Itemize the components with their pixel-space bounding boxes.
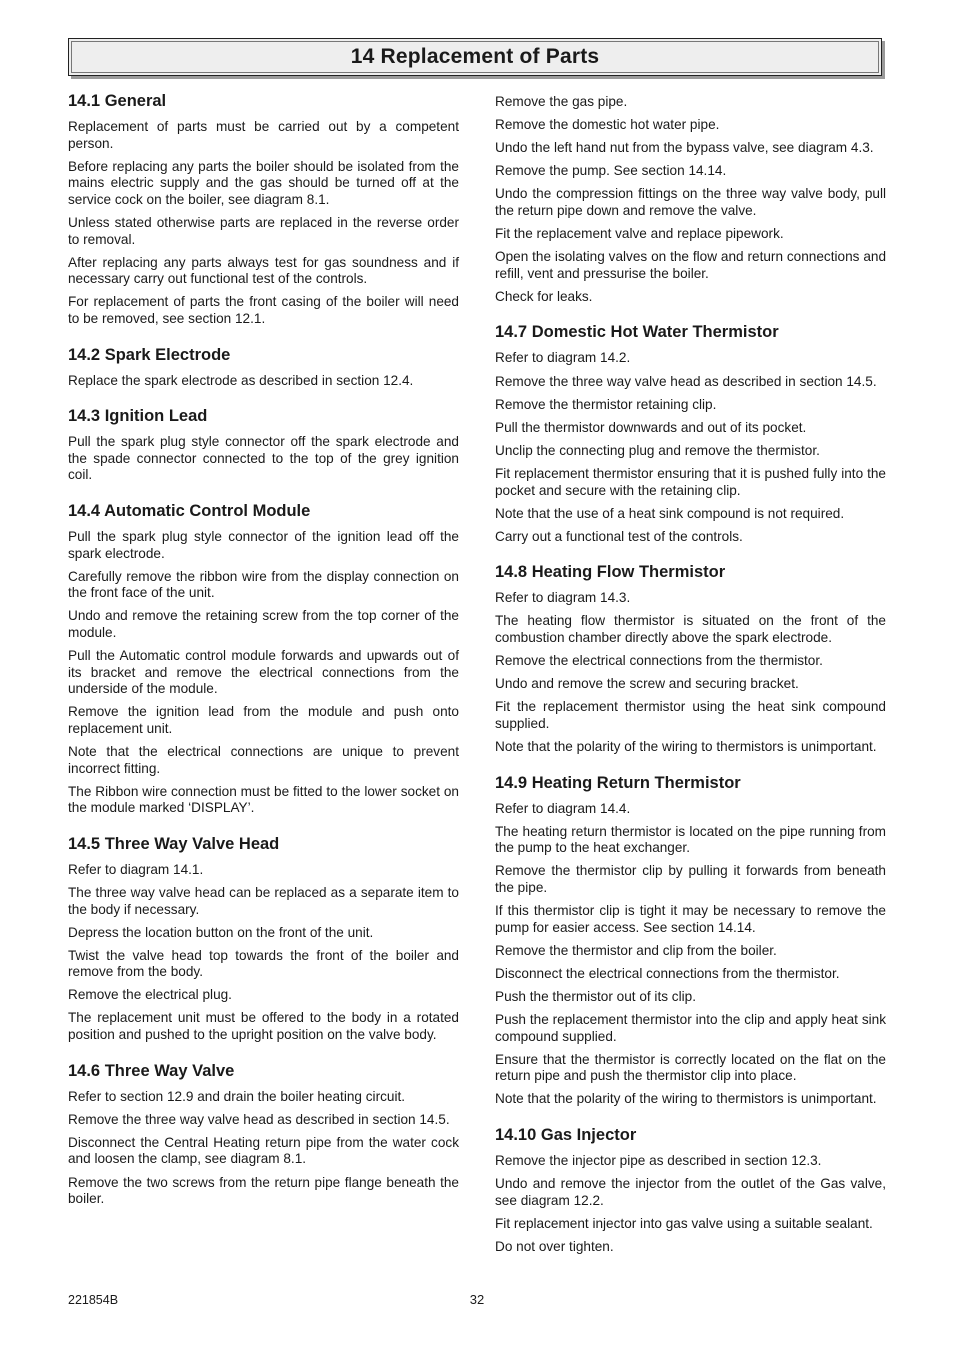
paragraph: Fit replacement thermistor ensuring that it is pushed fully into the pocket and secure with the retaining clip. bbox=[495, 465, 886, 498]
paragraph: Refer to diagram 14.4. bbox=[495, 800, 631, 816]
paragraph: Depress the location button on the front of the unit. bbox=[68, 924, 374, 940]
section-heading: 14.9 Heating Return Thermistor bbox=[495, 773, 741, 792]
paragraph: Remove the thermistor retaining clip. bbox=[495, 396, 717, 412]
paragraph: Undo and remove the screw and securing bracket. bbox=[495, 676, 799, 692]
paragraph: If this thermistor clip is tight it may be necessary to remove the pump for easier access. See section 14.14. bbox=[495, 903, 886, 935]
paragraph: The replacement unit must be offered to the body in a rotated position and pushed to the upright position on the valve body. bbox=[68, 1010, 459, 1043]
section-heading: 14.10 Gas Injector bbox=[495, 1125, 637, 1144]
paragraph: Note that the use of a heat sink compound is not required. bbox=[495, 505, 845, 521]
paragraph: Before replacing any parts the boiler should be isolated from the mains electric supply and the gas should be turned off at the service cock on the boiler, see diagram 8.1. bbox=[68, 158, 459, 207]
paragraph: Refer to diagram 14.1. bbox=[68, 861, 204, 877]
paragraph: The three way valve head can be replaced as a separate item to the body if necessary. bbox=[68, 884, 459, 917]
paragraph: Pull the thermistor downwards and out of its pocket. bbox=[495, 419, 807, 435]
paragraph: The heating return thermistor is located on the pipe running from the pump to the heat exchanger. bbox=[495, 823, 886, 856]
paragraph: After replacing any parts always test for gas soundness and if necessary carry out functional test of the controls. bbox=[68, 254, 459, 287]
page-title: 14 Replacement of Parts bbox=[350, 45, 600, 68]
paragraph: Remove the thermistor and clip from the boiler. bbox=[495, 942, 777, 958]
paragraph: The Ribbon wire connection must be fitted to the lower socket on the module marked ‘DISPLAY’. bbox=[68, 783, 459, 816]
paragraph: Twist the valve head top towards the front of the boiler and remove from the body. bbox=[68, 947, 459, 980]
section-heading: 14.1 General bbox=[68, 92, 167, 110]
section-heading: 14.5 Three Way Valve Head bbox=[68, 834, 280, 853]
paragraph: Fit replacement injector into gas valve using a suitable sealant. bbox=[495, 1215, 873, 1231]
paragraph: Remove the electrical connections from the thermistor. bbox=[495, 653, 823, 669]
section bbox=[68, 835, 459, 1044]
section bbox=[495, 1126, 886, 1255]
paragraph: Push the thermistor out of its clip. bbox=[495, 988, 696, 1004]
section bbox=[68, 92, 459, 328]
section-heading: 14.4 Automatic Control Module bbox=[68, 501, 311, 520]
paragraph: Fit the replacement thermistor using the heat sink compound supplied. bbox=[495, 699, 886, 731]
paragraph: The heating flow thermistor is situated on the front of the combustion chamber directly above the spark electrode. bbox=[495, 613, 886, 645]
paragraph: Refer to section 12.9 and drain the boiler heating circuit. bbox=[68, 1088, 406, 1104]
document-code: 221854B bbox=[68, 1293, 119, 1307]
section bbox=[68, 346, 459, 390]
paragraph: Fit the replacement valve and replace pipework. bbox=[495, 226, 784, 242]
paragraph: Check for leaks. bbox=[495, 288, 593, 304]
paragraph: Remove the three way valve head as described in section 14.5. bbox=[68, 1111, 450, 1127]
section bbox=[68, 407, 459, 484]
paragraph: Replace the spark electrode as described in section 12.4. bbox=[68, 372, 414, 388]
section bbox=[495, 94, 886, 305]
paragraph: Unclip the connecting plug and remove the thermistor. bbox=[495, 442, 820, 458]
paragraph: Push the replacement thermistor into the clip and apply heat sink compound supplied. bbox=[495, 1011, 886, 1044]
section bbox=[68, 502, 459, 817]
section-heading: 14.2 Spark Electrode bbox=[68, 345, 231, 364]
paragraph: Note that the electrical connections are unique to prevent incorrect fitting. bbox=[68, 743, 459, 776]
paragraph: Carefully remove the ribbon wire from the display connection on the front face of the unit. bbox=[68, 568, 459, 601]
paragraph: Do not over tighten. bbox=[495, 1238, 614, 1254]
paragraph: Disconnect the electrical connections from the thermistor. bbox=[495, 965, 840, 981]
paragraph: Undo the left hand nut from the bypass valve, see diagram 4.3. bbox=[495, 140, 874, 156]
section-heading: 14.7 Domestic Hot Water Thermistor bbox=[495, 323, 779, 342]
paragraph: For replacement of parts the front casing of the boiler will need to be removed, see section 12.1. bbox=[68, 294, 459, 326]
paragraph: Refer to diagram 14.3. bbox=[495, 590, 631, 606]
paragraph: Remove the electrical plug. bbox=[68, 987, 232, 1003]
paragraph: Remove the pump. See section 14.14. bbox=[495, 163, 727, 179]
paragraph: Undo and remove the retaining screw from the top corner of the module. bbox=[68, 608, 459, 640]
paragraph: Pull the Automatic control module forwards and upwards out of its bracket and remove the electrical connections from the underside of the module. bbox=[68, 647, 459, 697]
paragraph: Remove the two screws from the return pipe flange beneath the boiler. bbox=[68, 1174, 459, 1207]
paragraph: Disconnect the Central Heating return pipe from the water cock and loosen the clamp, see diagram 8.1. bbox=[68, 1134, 459, 1167]
paragraph: Remove the three way valve head as described in section 14.5. bbox=[495, 373, 877, 389]
section-heading: 14.6 Three Way Valve bbox=[68, 1061, 235, 1080]
paragraph: Undo the compression fittings on the three way valve body, pull the return pipe down and remove the valve. bbox=[495, 186, 886, 218]
paragraph: Ensure that the thermistor is correctly located on the flat on the return pipe and push the thermistor clip into place. bbox=[495, 1051, 886, 1084]
section bbox=[495, 774, 886, 1108]
page-number: 32 bbox=[469, 1292, 485, 1307]
section bbox=[495, 563, 886, 755]
section-heading: 14.8 Heating Flow Thermistor bbox=[495, 563, 726, 582]
section bbox=[68, 1062, 459, 1208]
paragraph: Remove the thermistor clip by pulling it forwards from beneath the pipe. bbox=[495, 863, 886, 895]
paragraph: Remove the gas pipe. bbox=[495, 94, 628, 109]
paragraph: Remove the domestic hot water pipe. bbox=[495, 117, 720, 133]
paragraph: Refer to diagram 14.2. bbox=[495, 350, 631, 366]
paragraph: Open the isolating valves on the flow and return connections and refill, vent and pressurise the boiler. bbox=[495, 249, 886, 281]
page-title-box bbox=[68, 38, 882, 76]
paragraph: Undo and remove the injector from the outlet of the Gas valve, see diagram 12.2. bbox=[495, 1176, 886, 1208]
paragraph: Remove the ignition lead from the module and push onto replacement unit. bbox=[68, 704, 459, 736]
left-column bbox=[68, 92, 459, 1226]
paragraph: Note that the polarity of the wiring to thermistors is unimportant. bbox=[495, 738, 877, 754]
paragraph: Unless stated otherwise parts are replaced in the reverse order to removal. bbox=[68, 214, 459, 247]
paragraph: Replacement of parts must be carried out by a competent person. bbox=[68, 119, 459, 151]
paragraph: Carry out a functional test of the controls. bbox=[495, 528, 743, 544]
paragraph: Pull the spark plug style connector off the spark electrode and the spade connector connected to the top of the grey ignition coil. bbox=[68, 434, 459, 483]
section bbox=[495, 323, 886, 545]
paragraph: Remove the injector pipe as described in section 12.3. bbox=[495, 1152, 822, 1168]
right-column bbox=[495, 94, 886, 1273]
section-heading: 14.3 Ignition Lead bbox=[68, 407, 208, 426]
paragraph: Note that the polarity of the wiring to thermistors is unimportant. bbox=[495, 1091, 877, 1107]
paragraph: Pull the spark plug style connector of the ignition lead off the spark electrode. bbox=[68, 528, 459, 561]
